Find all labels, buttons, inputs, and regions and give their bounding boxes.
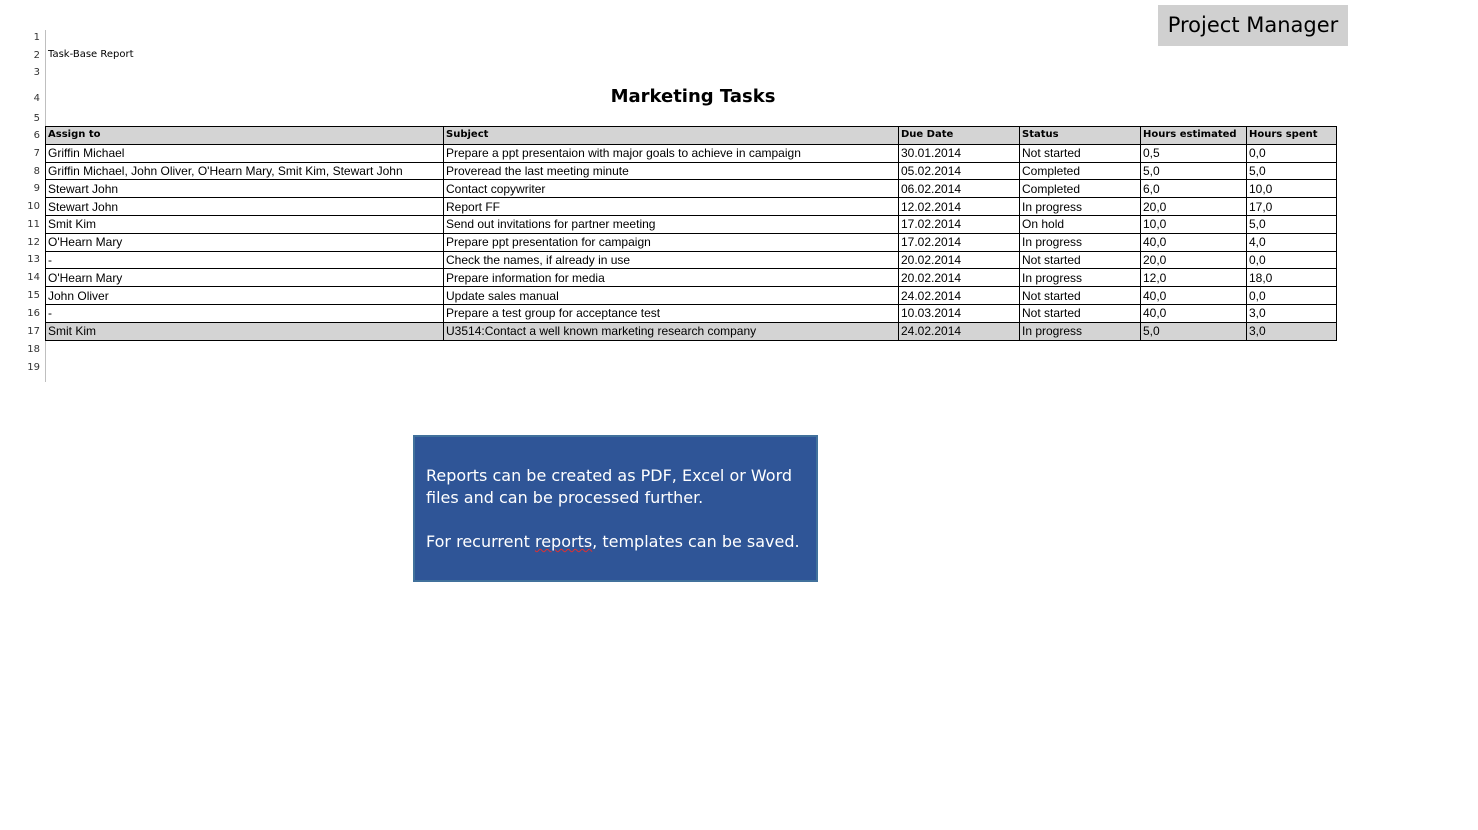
table-cell: Report FF <box>444 198 899 216</box>
table-cell: U3514:Contact a well known marketing research company <box>444 322 899 340</box>
table-cell: Smit Kim <box>46 215 444 233</box>
table-cell: 12.02.2014 <box>899 198 1020 216</box>
table-cell: 20,0 <box>1141 251 1247 269</box>
table-cell: Not started <box>1020 287 1141 305</box>
column-header: Subject <box>444 127 899 145</box>
table-cell: Not started <box>1020 144 1141 162</box>
table-cell: John Oliver <box>46 287 444 305</box>
row-number: 10 <box>27 201 40 212</box>
table-cell: Not started <box>1020 251 1141 269</box>
table-cell: - <box>46 251 444 269</box>
table-cell: 5,0 <box>1141 162 1247 180</box>
info-callout <box>413 435 818 582</box>
table-cell: In progress <box>1020 198 1141 216</box>
row-number: 5 <box>33 113 40 124</box>
table-cell: 17.02.2014 <box>899 233 1020 251</box>
table-cell: 0,5 <box>1141 144 1247 162</box>
table-cell: 40,0 <box>1141 233 1247 251</box>
table-cell: Stewart John <box>46 180 444 198</box>
table-cell: 10,0 <box>1247 180 1337 198</box>
table-row <box>46 322 1337 340</box>
row-number: 4 <box>33 93 40 104</box>
info-text-spellcheck-word: reports <box>534 532 593 551</box>
table-cell: Proveread the last meeting minute <box>444 162 899 180</box>
row-number: 17 <box>27 326 40 337</box>
report-label: Task-Base Report <box>48 49 134 60</box>
row-number: 12 <box>27 237 40 248</box>
row-number: 1 <box>33 32 40 43</box>
info-text-part: For recurrent <box>426 532 535 551</box>
info-text-formats: Reports can be created as PDF, Excel or Word files and can be processed further. <box>426 466 793 507</box>
row-number: 13 <box>27 254 40 265</box>
info-text-templates <box>426 531 806 553</box>
table-cell: Stewart John <box>46 198 444 216</box>
sheet-title: Marketing Tasks <box>610 86 776 107</box>
table-cell: Completed <box>1020 180 1141 198</box>
table-cell: 40,0 <box>1141 304 1247 322</box>
table-cell: On hold <box>1020 215 1141 233</box>
row-number: 6 <box>33 130 40 141</box>
table-cell: 3,0 <box>1247 322 1337 340</box>
table-cell: - <box>46 304 444 322</box>
row-number: 2 <box>33 50 40 61</box>
table-cell: In progress <box>1020 233 1141 251</box>
table-cell: O'Hearn Mary <box>46 269 444 287</box>
table-cell: 05.02.2014 <box>899 162 1020 180</box>
table-row <box>46 215 1337 233</box>
table-cell: 0,0 <box>1247 287 1337 305</box>
table-cell: Update sales manual <box>444 287 899 305</box>
table-cell: In progress <box>1020 322 1141 340</box>
table-cell: 24.02.2014 <box>899 322 1020 340</box>
column-header: Status <box>1020 127 1141 145</box>
column-header: Assign to <box>46 127 444 145</box>
table-cell: 4,0 <box>1247 233 1337 251</box>
column-header: Due Date <box>899 127 1020 145</box>
table-cell: 20.02.2014 <box>899 269 1020 287</box>
table-row <box>46 304 1337 322</box>
table-cell: 12,0 <box>1141 269 1247 287</box>
table-row <box>46 198 1337 216</box>
table-cell: 18,0 <box>1247 269 1337 287</box>
row-number: 3 <box>33 67 40 78</box>
table-cell: In progress <box>1020 269 1141 287</box>
table-row <box>46 287 1337 305</box>
table-cell: Contact copywriter <box>444 180 899 198</box>
table-cell: Check the names, if already in use <box>444 251 899 269</box>
table-cell: 6,0 <box>1141 180 1247 198</box>
project-manager-badge: Project Manager <box>1158 5 1348 46</box>
table-cell: Send out invitations for partner meeting <box>444 215 899 233</box>
row-number: 9 <box>33 183 40 194</box>
column-header: Hours estimated <box>1141 127 1247 145</box>
row-number: 15 <box>27 290 40 301</box>
row-number: 18 <box>27 344 40 355</box>
row-number: 14 <box>27 272 40 283</box>
table-cell: 5,0 <box>1247 215 1337 233</box>
row-number: 16 <box>27 308 40 319</box>
table-cell: 17,0 <box>1247 198 1337 216</box>
info-text-part: , templates can be saved. <box>592 532 800 551</box>
table-cell: 20,0 <box>1141 198 1247 216</box>
table-cell: 40,0 <box>1141 287 1247 305</box>
row-number: 7 <box>33 148 40 159</box>
table-cell: 24.02.2014 <box>899 287 1020 305</box>
table-cell: 5,0 <box>1247 162 1337 180</box>
task-table <box>45 126 1337 341</box>
table-header-row <box>46 127 1337 145</box>
table-cell: Smit Kim <box>46 322 444 340</box>
table-cell: Griffin Michael <box>46 144 444 162</box>
table-cell: 30.01.2014 <box>899 144 1020 162</box>
row-number: 19 <box>27 362 40 373</box>
table-row <box>46 233 1337 251</box>
table-cell: 0,0 <box>1247 144 1337 162</box>
table-row <box>46 180 1337 198</box>
table-cell: Prepare a ppt presentaion with major goals to achieve in campaign <box>444 144 899 162</box>
table-cell: Completed <box>1020 162 1141 180</box>
table-cell: 3,0 <box>1247 304 1337 322</box>
table-row <box>46 144 1337 162</box>
table-cell: O'Hearn Mary <box>46 233 444 251</box>
table-cell: Griffin Michael, John Oliver, O'Hearn Mary, Smit Kim, Stewart John <box>46 162 444 180</box>
table-cell: 0,0 <box>1247 251 1337 269</box>
table-cell: 17.02.2014 <box>899 215 1020 233</box>
row-number: 11 <box>27 219 40 230</box>
table-cell: 10.03.2014 <box>899 304 1020 322</box>
table-cell: Prepare a test group for acceptance test <box>444 304 899 322</box>
column-header: Hours spent <box>1247 127 1337 145</box>
table-row <box>46 251 1337 269</box>
table-cell: 20.02.2014 <box>899 251 1020 269</box>
table-cell: 5,0 <box>1141 322 1247 340</box>
table-row <box>46 269 1337 287</box>
table-cell: 10,0 <box>1141 215 1247 233</box>
table-cell: Not started <box>1020 304 1141 322</box>
table-row <box>46 162 1337 180</box>
table-cell: Prepare information for media <box>444 269 899 287</box>
table-cell: 06.02.2014 <box>899 180 1020 198</box>
table-cell: Prepare ppt presentation for campaign <box>444 233 899 251</box>
row-number: 8 <box>33 166 40 177</box>
